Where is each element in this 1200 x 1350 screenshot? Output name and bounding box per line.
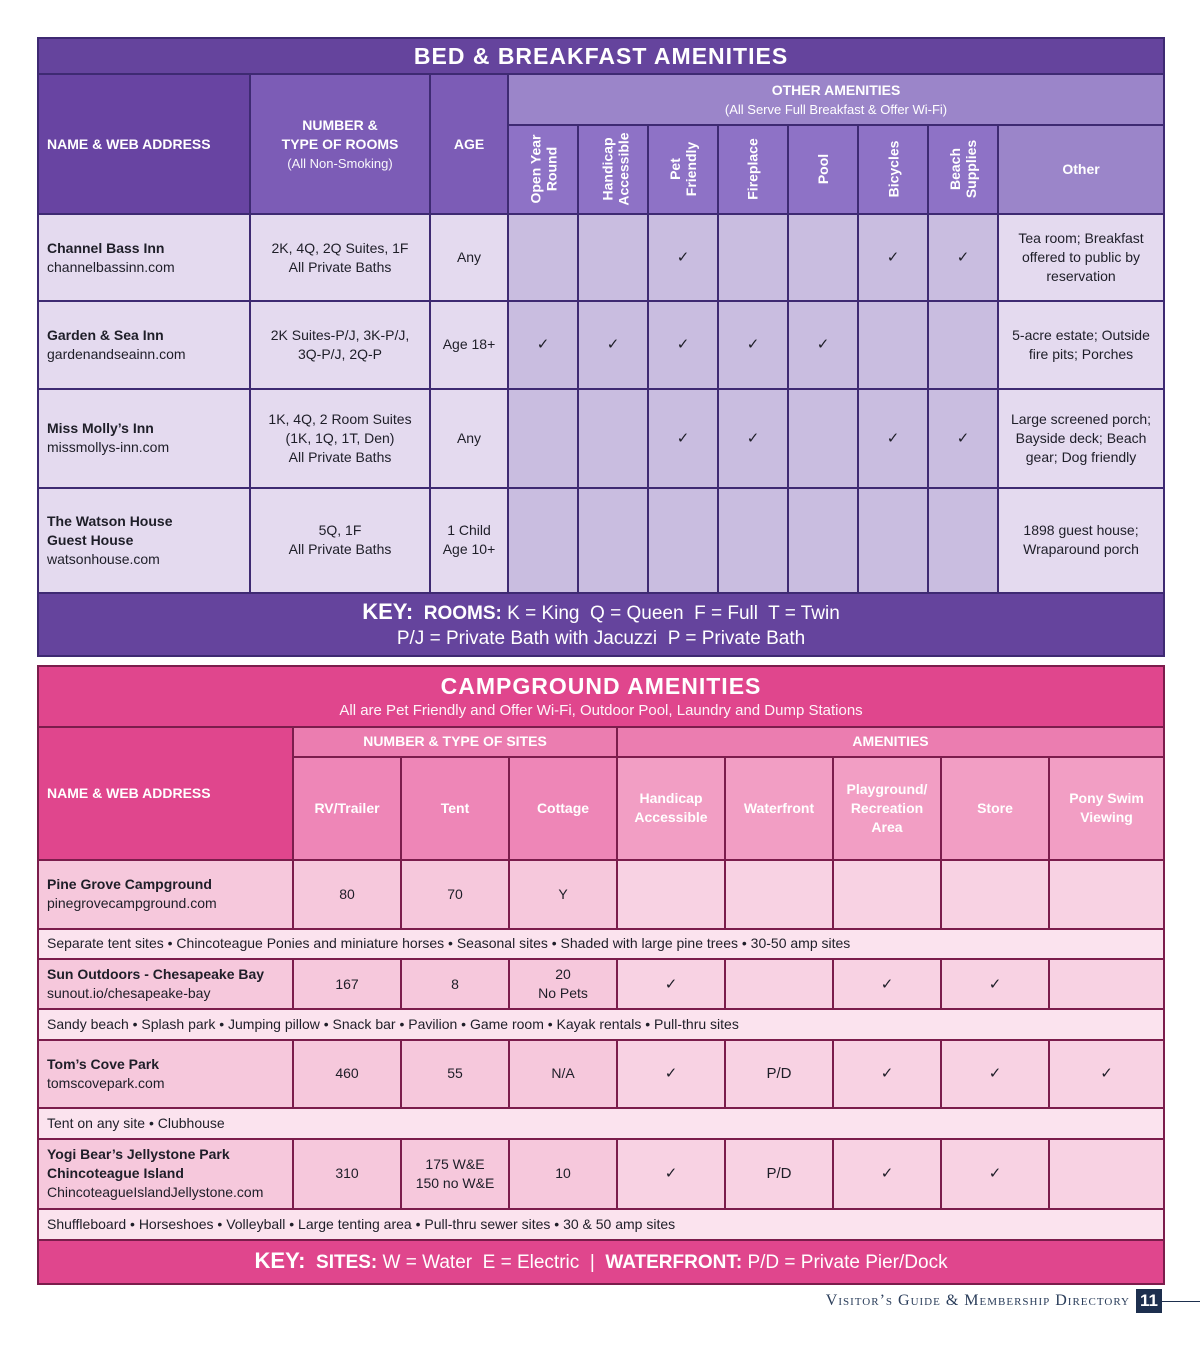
cg-amenity-cell — [725, 1040, 833, 1109]
bb-rooms-cell — [250, 389, 430, 488]
bb-age-line: 1 Child — [447, 522, 491, 539]
cg-cottage-value: 20 — [555, 966, 571, 983]
bb-age-line: Any — [456, 429, 482, 446]
bb-age-line: Age 10+ — [442, 541, 496, 558]
cg-amenity-cell — [833, 1040, 941, 1109]
bb-other-amenities-sub: (All Serve Full Breakfast & Offer Wi-Fi) — [724, 101, 948, 117]
cg-tent-cell — [401, 860, 509, 929]
bb-name-header: NAME & WEB ADDRESS — [38, 74, 250, 214]
cg-amenity-header-line: Handicap — [639, 790, 703, 807]
cg-property-name: Tom’s Cove Park — [47, 1055, 160, 1072]
cg-amenity-cell — [1049, 959, 1164, 1009]
bb-amenity-cell — [718, 488, 788, 593]
cg-property-web: pinegrovecampground.com — [47, 895, 217, 912]
cg-property-cell — [38, 860, 293, 929]
bb-amenity-header-line1: Pool — [815, 154, 831, 185]
bb-amenity-header-line1: Handicap — [599, 137, 616, 201]
bb-amenity-header-line1: Fireplace — [744, 138, 761, 200]
cg-note-row — [38, 1108, 1164, 1138]
bb-other-cell: Tea room; Breakfast offered to public by reservation — [998, 214, 1164, 301]
bb-age-cell — [430, 214, 508, 301]
cg-property-cell — [38, 1040, 293, 1109]
bb-amenity-cell — [928, 301, 998, 388]
bb-amenity-header-label — [600, 132, 632, 205]
cg-amenity-cell — [833, 860, 941, 929]
bb-row — [38, 389, 1164, 488]
bb-property-name: Channel Bass Inn — [47, 239, 165, 256]
cg-tent-value: 55 — [447, 1065, 463, 1082]
cg-amenity-cell — [617, 1040, 725, 1109]
bb-key-line1: K = King Q = Queen F = Full T = Twin — [507, 602, 840, 624]
cg-note: Tent on any site • Clubhouse — [38, 1108, 1164, 1138]
cg-rv-cell — [293, 860, 401, 929]
bb-amenity-cell — [858, 214, 928, 301]
bb-amenity-header-line2: Accessible — [615, 132, 632, 206]
bb-amenity-header — [508, 125, 578, 214]
cg-amenity-cell — [617, 860, 725, 929]
bb-amenity-cell — [648, 488, 718, 593]
cg-site-type-header: Tent — [401, 757, 509, 860]
bb-amenity-header-label — [667, 141, 699, 195]
cg-site-type-header: RV/Trailer — [293, 757, 401, 860]
cg-tent-value: 8 — [451, 975, 459, 992]
cg-amenity-cell — [833, 959, 941, 1009]
cg-amenity-cell — [1049, 1139, 1164, 1210]
cg-cottage-value: 10 — [555, 1165, 571, 1182]
check-icon: ✓ — [676, 336, 690, 354]
bb-property-name: Miss Molly’s Inn — [47, 420, 154, 437]
bb-amenity-header-line2: Round — [543, 146, 560, 191]
bb-amenity-header-line1: Bicycles — [884, 140, 901, 198]
bb-amenity-header — [928, 125, 998, 214]
bb-amenity-cell — [718, 214, 788, 301]
bb-amenity-cell — [508, 389, 578, 488]
cg-rv-value: 167 — [335, 975, 359, 992]
cg-amenity-header — [725, 757, 833, 860]
cg-cottage-value: Y — [558, 885, 568, 902]
cg-name-header: NAME & WEB ADDRESS — [38, 727, 293, 860]
cg-amenity-header-line: Viewing — [1080, 809, 1133, 826]
cg-amenity-value: P/D — [766, 1165, 792, 1183]
cg-note-row — [38, 929, 1164, 959]
cg-key-sites-label: SITES: — [316, 1252, 378, 1274]
page-footer — [826, 1289, 1200, 1313]
check-icon: ✓ — [676, 429, 690, 447]
bb-rooms-line: 3Q-P/J, 2Q-P — [297, 345, 383, 362]
check-icon: ✓ — [536, 336, 550, 354]
bb-amenity-cell — [788, 301, 858, 388]
bb-amenity-header-line2: Friendly — [683, 141, 699, 196]
bb-age-cell — [430, 488, 508, 593]
cg-amenity-cell — [617, 1139, 725, 1210]
cg-property-web: ChincoteagueIslandJellystone.com — [47, 1184, 264, 1201]
bb-amenity-header — [648, 125, 718, 214]
check-icon: ✓ — [664, 1065, 678, 1083]
bb-amenity-cell — [928, 389, 998, 488]
cg-cottage-cell — [509, 1139, 617, 1210]
cg-cottage-cell — [509, 959, 617, 1009]
bb-other-header: Other — [998, 125, 1164, 214]
bb-amenity-cell — [928, 214, 998, 301]
bb-other-amenities-header — [508, 74, 1164, 125]
cg-sites-group-header: NUMBER & TYPE OF SITES — [293, 727, 617, 757]
footer-rule — [1162, 1301, 1200, 1302]
bb-property-web: gardenandseainn.com — [47, 345, 186, 362]
bb-title: BED & BREAKFAST AMENITIES — [38, 38, 1164, 74]
check-icon: ✓ — [606, 336, 620, 354]
bb-amenity-cell — [858, 488, 928, 593]
bb-rooms-header-line2: TYPE OF ROOMS — [281, 135, 399, 152]
check-icon: ✓ — [1100, 1065, 1113, 1083]
cg-note-row — [38, 1209, 1164, 1239]
cg-property-web: sunout.io/chesapeake-bay — [47, 985, 211, 1002]
bb-amenity-header-line1: Open Year — [527, 134, 544, 204]
cg-note-row — [38, 1009, 1164, 1039]
bb-age-header: AGE — [430, 74, 508, 214]
cg-amenity-header-line: Recreation — [850, 799, 924, 816]
bb-property-cell — [38, 301, 250, 388]
bb-rooms-header-line1: NUMBER & — [302, 116, 378, 133]
bb-rooms-cell — [250, 214, 430, 301]
cg-title-block — [38, 666, 1164, 727]
bb-amenity-header-line2: Supplies — [962, 139, 979, 198]
bb-amenity-header — [858, 125, 928, 214]
bb-rooms-cell — [250, 301, 430, 388]
bb-row — [38, 214, 1164, 301]
cg-amenity-header — [833, 757, 941, 860]
cg-amenity-cell — [941, 1040, 1049, 1109]
bb-key-line2: P/J = Private Bath with Jacuzzi P = Private Bath — [396, 627, 806, 649]
check-icon: ✓ — [746, 429, 760, 447]
cg-property-name: Sun Outdoors - Chesapeake Bay — [47, 966, 265, 983]
bb-age-cell — [430, 301, 508, 388]
cg-amenity-cell — [1049, 860, 1164, 929]
cg-amenity-value: P/D — [766, 1065, 792, 1083]
cg-property-name: Chincoteague Island — [47, 1165, 184, 1182]
cg-rv-value: 80 — [339, 885, 355, 902]
check-icon: ✓ — [664, 975, 678, 993]
check-icon: ✓ — [880, 1065, 894, 1083]
cg-property-name: Pine Grove Campground — [47, 876, 212, 893]
cg-tent-value: 150 no W&E — [415, 1174, 495, 1191]
bb-rooms-header — [250, 74, 430, 214]
check-icon: ✓ — [988, 975, 1002, 993]
bb-rooms-line: All Private Baths — [288, 258, 392, 275]
bb-age-line: Age 18+ — [442, 336, 496, 353]
cg-key-sites-text: W = Water E = Electric — [382, 1252, 580, 1274]
cg-cottage-value: No Pets — [538, 985, 588, 1002]
bb-key-rooms-label: ROOMS: — [423, 602, 502, 624]
bb-amenity-cell — [718, 389, 788, 488]
check-icon: ✓ — [886, 429, 900, 447]
bb-amenity-header — [718, 125, 788, 214]
check-icon: ✓ — [988, 1165, 1002, 1183]
bb-amenities-table — [37, 37, 1165, 657]
cg-subtitle: All are Pet Friendly and Offer Wi-Fi, Outdoor Pool, Laundry and Dump Stations — [339, 702, 863, 720]
bb-amenity-header — [788, 125, 858, 214]
cg-cottage-cell — [509, 860, 617, 929]
bb-amenity-header-label — [815, 154, 831, 184]
bb-rooms-line: All Private Baths — [288, 448, 392, 465]
cg-amenity-header-line: Store — [977, 799, 1013, 816]
cg-amenity-header-line: Area — [871, 818, 903, 835]
bb-amenity-cell — [858, 301, 928, 388]
bb-amenity-cell — [578, 389, 648, 488]
bb-amenity-header-label — [528, 134, 560, 203]
cg-amenity-header — [617, 757, 725, 860]
cg-tent-value: 175 W&E — [425, 1155, 485, 1172]
cg-cottage-cell — [509, 1040, 617, 1109]
cg-amenity-cell — [941, 959, 1049, 1009]
check-icon: ✓ — [880, 1165, 894, 1183]
bb-amenity-header-label — [947, 140, 979, 198]
bb-property-web: watsonhouse.com — [47, 550, 160, 567]
bb-other-cell: Large screened porch; Bayside deck; Beach gear; Dog friendly — [998, 389, 1164, 488]
check-icon: ✓ — [664, 1165, 678, 1183]
cg-key-waterfront-text: P/D = Private Pier/Dock — [747, 1252, 948, 1274]
bb-property-web: missmollys-inn.com — [47, 439, 170, 456]
cg-cottage-value: N/A — [551, 1065, 575, 1082]
cg-amenity-cell — [1049, 1040, 1164, 1109]
campground-amenities-table — [37, 665, 1165, 1285]
cg-note: Sandy beach • Splash park • Jumping pillow • Snack bar • Pavilion • Game room • Kayak rentals • Pull-thru sites — [38, 1009, 1164, 1039]
bb-other-cell: 1898 guest house; Wraparound porch — [998, 488, 1164, 593]
bb-amenity-header-label — [745, 138, 761, 199]
check-icon: ✓ — [880, 975, 894, 993]
bb-amenity-cell — [648, 214, 718, 301]
page-number: 11 — [1136, 1289, 1162, 1313]
bb-rooms-line: 2K Suites-P/J, 3K-P/J, — [270, 326, 410, 343]
cg-amenity-cell — [833, 1139, 941, 1210]
cg-row — [38, 959, 1164, 1009]
cg-key-waterfront-label: WATERFRONT: — [605, 1252, 743, 1274]
bb-amenity-header-label — [885, 141, 901, 198]
cg-note: Separate tent sites • Chincoteague Ponies and miniature horses • Seasonal sites • Shaded with large pine trees • 30-50 amp sites — [38, 929, 1164, 959]
cg-rv-value: 460 — [335, 1065, 359, 1082]
check-icon: ✓ — [956, 249, 970, 267]
cg-amenity-cell — [725, 959, 833, 1009]
bb-amenity-cell — [578, 488, 648, 593]
bb-property-cell — [38, 214, 250, 301]
check-icon: ✓ — [886, 249, 900, 267]
check-icon: ✓ — [816, 336, 830, 354]
cg-rv-cell — [293, 959, 401, 1009]
cg-amenity-header-line: Waterfront — [743, 799, 815, 816]
bb-property-name: Garden & Sea Inn — [47, 326, 164, 343]
bb-amenity-cell — [508, 301, 578, 388]
cg-property-cell — [38, 959, 293, 1009]
cg-site-type-header: Cottage — [509, 757, 617, 860]
bb-row — [38, 488, 1164, 593]
bb-property-name: The Watson House Guest House — [47, 512, 173, 548]
bb-other-amenities-title: OTHER AMENITIES — [771, 81, 901, 98]
cg-rv-cell — [293, 1139, 401, 1210]
bb-key — [38, 593, 1164, 656]
cg-tent-cell — [401, 1139, 509, 1210]
check-icon: ✓ — [988, 1065, 1002, 1083]
cg-amenity-cell — [941, 860, 1049, 929]
cg-note: Shuffleboard • Horseshoes • Volleyball • Large tenting area • Pull-thru sewer sites • 30 & 50 amp sites — [38, 1209, 1164, 1239]
bb-amenity-cell — [788, 389, 858, 488]
bb-amenity-cell — [578, 301, 648, 388]
bb-amenity-cell — [928, 488, 998, 593]
bb-property-cell — [38, 488, 250, 593]
cg-row — [38, 1040, 1164, 1109]
cg-row — [38, 1139, 1164, 1210]
bb-age-line: Any — [456, 249, 482, 266]
cg-tent-cell — [401, 959, 509, 1009]
check-icon: ✓ — [676, 249, 690, 267]
cg-amenity-header-line: Playground/ — [846, 780, 928, 797]
cg-rv-cell — [293, 1040, 401, 1109]
cg-amenity-header-line: Accessible — [634, 809, 708, 826]
bb-amenity-cell — [648, 389, 718, 488]
bb-key-label: KEY: — [362, 598, 414, 624]
cg-key-label: KEY: — [254, 1248, 306, 1274]
cg-amenity-cell — [617, 959, 725, 1009]
cg-tent-cell — [401, 1040, 509, 1109]
bb-rooms-line: All Private Baths — [288, 541, 392, 558]
bb-amenity-cell — [858, 389, 928, 488]
cg-tent-value: 70 — [447, 885, 463, 902]
bb-rooms-header-sub: (All Non-Smoking) — [287, 155, 393, 171]
bb-rooms-line: 1K, 4Q, 2 Room Suites — [268, 410, 412, 427]
cg-amenity-header-line: Pony Swim — [1069, 790, 1144, 807]
bb-amenity-header-line1: Pet — [667, 157, 683, 180]
cg-rv-value: 310 — [335, 1165, 359, 1182]
bb-age-cell — [430, 389, 508, 488]
cg-amenities-group-header: AMENITIES — [617, 727, 1164, 757]
cg-key — [38, 1240, 1164, 1284]
cg-amenity-cell — [725, 860, 833, 929]
cg-amenity-cell — [941, 1139, 1049, 1210]
bb-amenity-cell — [578, 214, 648, 301]
bb-rooms-cell — [250, 488, 430, 593]
cg-row — [38, 860, 1164, 929]
bb-amenity-header — [578, 125, 648, 214]
bb-amenity-cell — [788, 214, 858, 301]
cg-key-separator: | — [589, 1252, 595, 1274]
bb-rooms-line: 5Q, 1F — [318, 522, 362, 539]
check-icon: ✓ — [956, 429, 970, 447]
bb-row — [38, 301, 1164, 388]
cg-property-web: tomscovepark.com — [47, 1074, 165, 1091]
cg-property-name: Yogi Bear’s Jellystone Park — [47, 1146, 230, 1163]
bb-amenity-cell — [788, 488, 858, 593]
bb-other-cell: 5-acre estate; Outside fire pits; Porches — [998, 301, 1164, 388]
bb-amenity-cell — [508, 488, 578, 593]
bb-amenity-cell — [648, 301, 718, 388]
cg-amenity-header — [941, 757, 1049, 860]
cg-amenity-cell — [725, 1139, 833, 1210]
cg-amenity-header — [1049, 757, 1164, 860]
footer-title: Visitor’s Guide & Membership Directory — [825, 1292, 1130, 1309]
bb-amenity-cell — [508, 214, 578, 301]
bb-amenity-header-line1: Beach — [946, 147, 963, 190]
bb-property-web: channelbassinn.com — [47, 258, 175, 275]
bb-property-cell — [38, 389, 250, 488]
bb-rooms-line: 2K, 4Q, 2Q Suites, 1F — [271, 239, 409, 256]
bb-rooms-line: (1K, 1Q, 1T, Den) — [285, 429, 395, 446]
cg-property-cell — [38, 1139, 293, 1210]
check-icon: ✓ — [746, 336, 760, 354]
bb-amenity-cell — [718, 301, 788, 388]
cg-title: CAMPGROUND AMENITIES — [440, 673, 762, 700]
